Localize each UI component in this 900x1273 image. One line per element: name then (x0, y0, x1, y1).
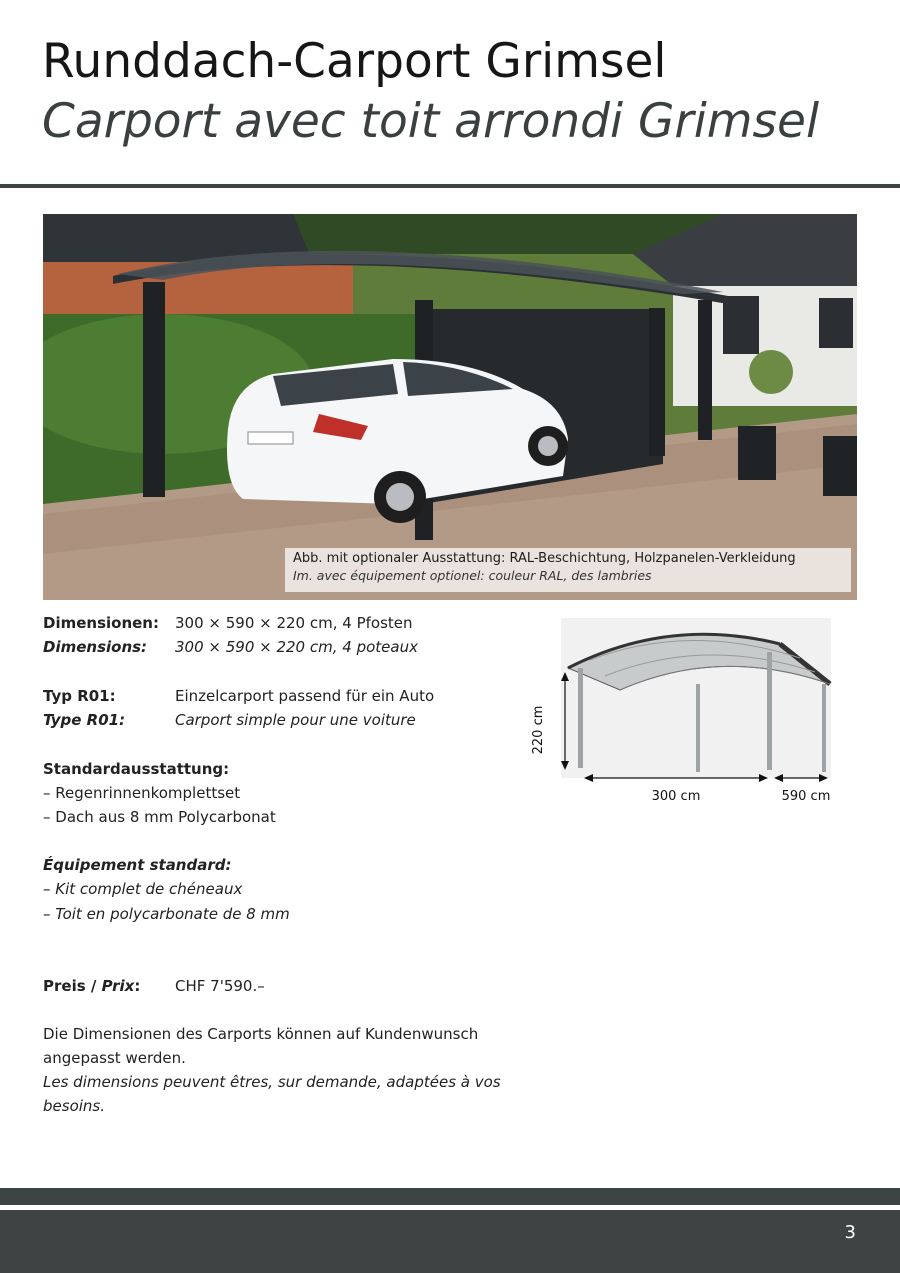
equipment-heading-de: Standardausstattung: (43, 760, 230, 778)
header-rule (0, 184, 900, 188)
note-de: Die Dimensionen des Carports können auf Kundenwunsch angepasst werden. (43, 1025, 479, 1067)
price-label (43, 977, 140, 995)
dimension-diagram (530, 618, 840, 808)
width-label: 300 cm (651, 789, 701, 804)
height-label: 220 cm (531, 705, 546, 755)
type-label-fr: Type R01: (43, 711, 126, 729)
photo-caption-de: Abb. mit optionaler Ausstattung: RAL-Beschichtung, Holzpanelen-Verkleidung (293, 551, 796, 566)
photo-caption-fr: Im. avec équipement optionel: couleur RAL, des lambries (293, 568, 652, 583)
page-title: Runddach-Carport Grimsel (42, 34, 667, 89)
equipment-heading-fr: Équipement standard: (43, 856, 232, 874)
footer-rule (0, 1188, 900, 1205)
equipment-item-fr: – Kit complet de chéneaux (43, 880, 243, 898)
dimensions-label-de: Dimensionen: (43, 614, 159, 632)
depth-label: 590 cm (781, 789, 831, 804)
page-subtitle: Carport avec toit arrondi Grimsel (42, 94, 820, 149)
page-number: 3 (844, 1222, 856, 1243)
equipment-item-de: – Dach aus 8 mm Polycarbonat (43, 808, 276, 826)
footer-bar (0, 1210, 900, 1273)
type-value-de: Einzelcarport passend für ein Auto (175, 687, 435, 705)
note-fr: Les dimensions peuvent êtres, sur demande, adaptées à vos besoins. (43, 1073, 501, 1115)
dimensions-value-fr: 300 × 590 × 220 cm, 4 poteaux (175, 638, 418, 656)
price-label-de: Preis / (43, 977, 102, 995)
type-label-de: Typ R01: (43, 687, 116, 705)
price-label-colon: : (134, 977, 141, 995)
carport-photo-illustration (43, 214, 857, 600)
dimensions-label-fr: Dimensions: (43, 638, 148, 656)
dimensions-value-de: 300 × 590 × 220 cm, 4 Pfosten (175, 614, 413, 632)
product-photo (43, 214, 857, 600)
type-value-fr: Carport simple pour une voiture (175, 711, 416, 729)
equipment-item-fr: – Toit en polycarbonate de 8 mm (43, 905, 290, 923)
carport-dimension-drawing (530, 618, 840, 808)
photo-caption (285, 548, 851, 592)
price-value: CHF 7'590.– (175, 977, 265, 995)
price-label-fr: Prix (101, 977, 135, 995)
equipment-item-de: – Regenrinnenkomplettset (43, 784, 241, 802)
